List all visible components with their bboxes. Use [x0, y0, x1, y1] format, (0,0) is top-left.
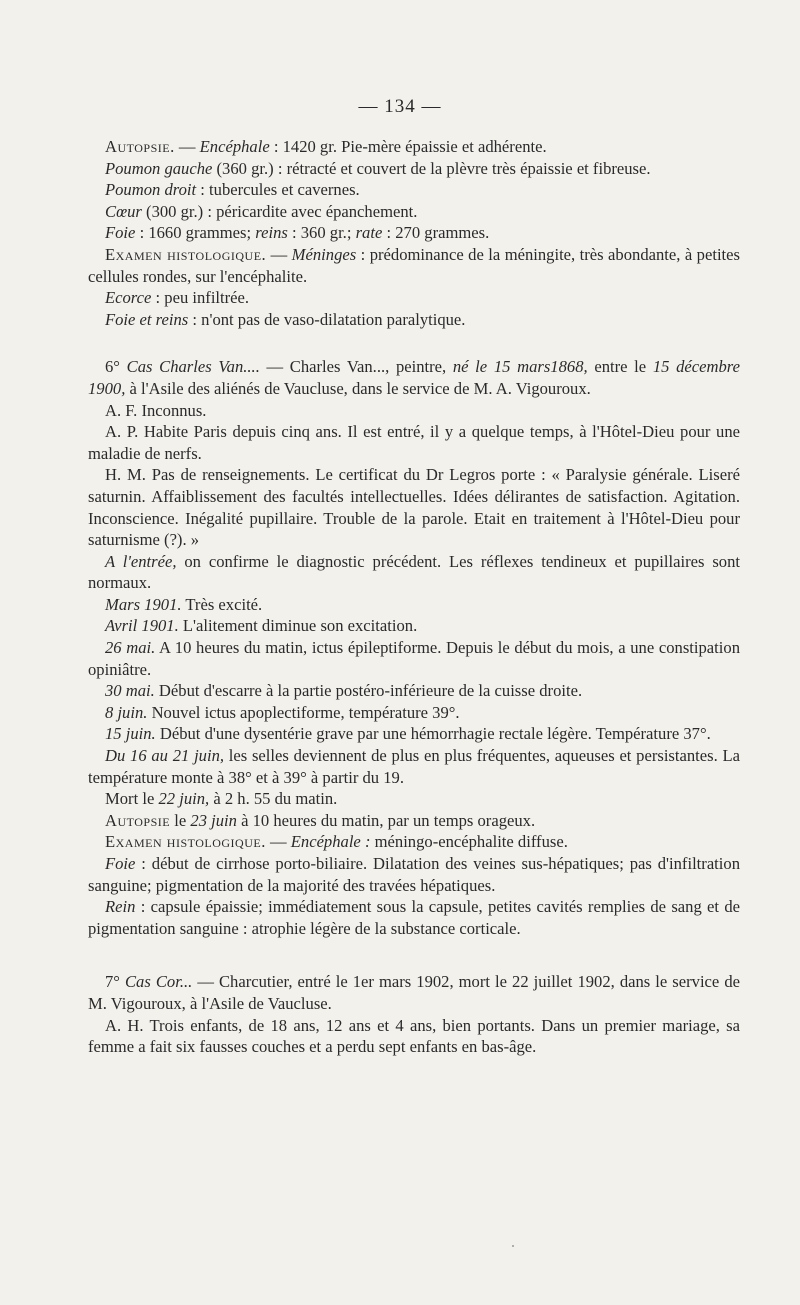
text-span: Nouvel ictus apoplectiforme, température 39°.: [147, 702, 460, 722]
case-title: Cas Cor...: [124, 972, 193, 992]
term: Foie: [105, 854, 136, 873]
autopsy-poumon-droit: [88, 179, 740, 201]
case-6-entree: [88, 551, 740, 594]
text-span: à 2 h. 55 du matin.: [209, 789, 338, 809]
case-6-ap: A. P. Habite Paris depuis cinq ans. Il est entré, il y a quelque temps, à l'Hôtel-Dieu pour une maladie de nerfs.: [88, 422, 740, 463]
text-span: les selles deviennent de plus en plus fréquentes, aqueuses et persistantes. La température monte à 38° et à 39° à partir du 19.: [88, 746, 740, 787]
term: Foie: [105, 223, 136, 243]
case-6-foie: [88, 853, 740, 896]
case-6-examen: [88, 831, 740, 853]
case-6-8-juin: [88, 702, 740, 724]
case-7-intro: [88, 971, 740, 1014]
histology-foie-reins: [88, 309, 740, 331]
histology-meninges: [88, 244, 740, 287]
case-6-intro: [88, 356, 740, 399]
term: rate: [355, 223, 383, 243]
histology-label: Examen histologique.: [105, 244, 267, 264]
text-span: (300 gr.) : péricardite avec épanchement.: [141, 201, 418, 221]
text-span: : n'ont pas de vaso-dilatation paralytique.: [188, 309, 466, 329]
text-span: : capsule épaissie; immédiatement sous la capsule, petites cavités remplies de sang et de pigmentation sanguine : atrophie légère de la substance corticale.: [88, 897, 740, 938]
case-6-hm: H. M. Pas de renseignements. Le certificat du Dr Legros porte : « Paralysie générale. Liseré saturnin. Affaiblissement des facultés intellectuelles. Idées délirantes de satisfaction. Agitation. Inconscience. Inégalité pupillaire. Trouble de la parole. Etait en traitement à l'Hôtel-Dieu pour saturnisme (?). »: [88, 465, 740, 550]
case-7-ah: A. H. Trois enfants, de 18 ans, 12 ans et 4 ans, bien portants. Dans un premier mariage, sa femme a fait six fausses couches et a perdu sept enfants en bas-âge.: [88, 1015, 740, 1057]
term: Rein: [105, 897, 136, 917]
term: Ecorce: [105, 288, 152, 308]
text-span: on confirme le diagnostic précédent. Les réflexes tendineux et pupillaires sont normaux.: [88, 551, 740, 593]
case-6-30-mai: [88, 680, 740, 702]
case-6-avril: [88, 615, 740, 637]
date-label: 22 juin,: [158, 789, 210, 809]
section-gap: [88, 330, 740, 356]
autopsy-foie: [88, 222, 740, 244]
page-number: — 134 —: [358, 96, 442, 117]
term: Poumon gauche: [105, 158, 213, 178]
text-span: : tubercules et cavernes.: [196, 180, 360, 200]
dash: —: [174, 137, 200, 156]
text-span: Début d'escarre à la partie postéro-inférieure de la cuisse droite.: [154, 681, 583, 701]
autopsy-poumon-gauche: [88, 158, 740, 180]
term: Méninges: [291, 244, 357, 264]
case-6-autopsie: [88, 810, 740, 832]
term: Encéphale: [199, 137, 270, 156]
term: Cœur: [105, 201, 142, 221]
text-span: — Charles Van..., peintre,: [259, 357, 453, 377]
histology-ecorce: [88, 287, 740, 309]
case-6-mort: [88, 788, 740, 810]
text-span: : début de cirrhose porto-biliaire. Dilatation des veines sus-hépatiques; pas d'infiltration sanguine; pigmentation de la majorité des travées hépatiques.: [88, 854, 740, 895]
text-span: à 10 heures du matin, par un temps orageux.: [236, 810, 536, 830]
histology-label: Examen histologique.: [105, 832, 266, 852]
text-span: : 360 gr.;: [287, 223, 356, 243]
date-label: A l'entrée,: [105, 551, 177, 571]
case-6-26-mai: [88, 637, 740, 680]
body-text: [88, 136, 740, 1058]
text-span: — Charcutier, entré le 1er mars 1902, mort le 22 juillet 1902, dans le service de M. Vigouroux, à l'Asile de Vaucluse.: [88, 972, 740, 1013]
date-label: Mars 1901.: [105, 594, 182, 614]
date-label: 26 mai.: [105, 638, 156, 658]
text-span: : 1420 gr. Pie-mère épaissie et adhérente.: [269, 137, 547, 156]
case-number: 7°: [105, 972, 125, 992]
autopsy-label: Autopsie.: [105, 137, 175, 156]
case-title: Cas Charles Van....: [126, 357, 260, 377]
dash: —: [266, 244, 292, 264]
date-label: 30 mai.: [105, 681, 155, 701]
case-6-mars: [88, 594, 740, 616]
text-span: A 10 heures du matin, ictus épileptiforme. Depuis le début du mois, a une constipation opiniâtre.: [88, 638, 740, 679]
text-span: Début d'une dysentérie grave par une hémorrhagie rectale légère. Température 37°.: [155, 724, 711, 744]
text-span: : 270 grammes.: [382, 223, 490, 243]
term: Poumon droit: [105, 180, 197, 200]
text-span: méningo-encéphalite diffuse.: [370, 832, 568, 852]
text-span: : 1660 grammes;: [135, 223, 256, 243]
section-gap: [88, 939, 740, 971]
date-label: Du 16 au 21 juin,: [105, 746, 225, 766]
text-span: Très excité.: [181, 594, 263, 614]
birth-date: né le 15 mars1868,: [452, 357, 588, 377]
case-number: 6°: [105, 357, 127, 377]
date-label: 15 juin.: [105, 724, 156, 744]
text-span: entre le: [587, 357, 653, 377]
term: Encéphale :: [290, 832, 371, 852]
entry-date: 15 décembre 1900,: [88, 357, 740, 398]
text-span: (360 gr.) : rétracté et couvert de la plèvre très épaissie et fibreuse.: [212, 158, 651, 178]
autopsy-label: Autopsie: [105, 810, 171, 830]
date-label: 23 juin: [190, 810, 237, 830]
text-span: Mort le: [105, 789, 159, 809]
text-span: : peu infiltrée.: [151, 288, 250, 308]
date-label: 8 juin.: [105, 702, 148, 722]
case-6-16-21-juin: [88, 745, 740, 788]
term: reins: [255, 223, 288, 243]
date-label: Avril 1901.: [105, 616, 179, 636]
paper-speck: [512, 1245, 514, 1247]
text-span: : prédominance de la méningite, très abondante, à petites cellules rondes, sur l'encéphalite.: [88, 244, 740, 286]
text-span: L'alitement diminue son excitation.: [178, 616, 418, 636]
term: Foie et reins: [105, 309, 189, 329]
case-6-af: A. F. Inconnus.: [105, 400, 207, 420]
text-span: le: [170, 810, 191, 830]
autopsy-coeur: [88, 201, 740, 223]
case-6-rein: [88, 896, 740, 939]
case-6-15-juin: [88, 723, 740, 745]
autopsy-encephale: [88, 136, 740, 158]
dash: —: [265, 832, 291, 852]
text-span: à l'Asile des aliénés de Vaucluse, dans le service de M. A. Vigouroux.: [125, 378, 591, 398]
